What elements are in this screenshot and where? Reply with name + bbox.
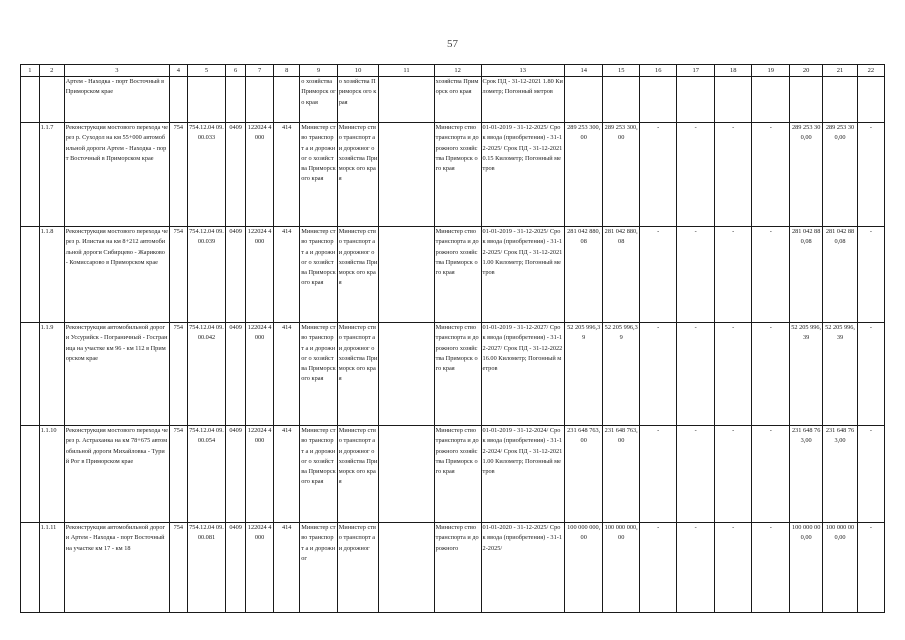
header-cell: 19 xyxy=(752,65,790,77)
cell-c4 xyxy=(170,77,188,123)
cell-c8: 414 xyxy=(274,123,300,227)
cell-c10: Министер ство транспорт а и дорожног о хозяйства Приморск ого края xyxy=(337,123,379,227)
cell-c8 xyxy=(274,77,300,123)
header-cell: 14 xyxy=(564,65,603,77)
table-row xyxy=(21,323,885,426)
header-cell: 8 xyxy=(274,65,300,77)
cell-c16: - xyxy=(639,227,677,323)
header-cell: 6 xyxy=(226,65,246,77)
cell-c6: 0409 xyxy=(226,123,246,227)
cell-c15: 100 000 000,00 xyxy=(603,523,639,613)
cell-c10: Министер ство транспорт а и дорожног о хозяйства Приморск ого края xyxy=(337,227,379,323)
cell-c22: - xyxy=(857,323,884,426)
cell-c12: Министер ство транспорта и дорожного хозяйства Приморск ого края xyxy=(434,323,481,426)
cell-c17: - xyxy=(677,523,715,613)
cell-c6: 0409 xyxy=(226,523,246,613)
cell-c14 xyxy=(564,77,603,123)
cell-c19: - xyxy=(752,426,790,523)
header-cell: 3 xyxy=(64,65,169,77)
page-number: 57 xyxy=(447,38,458,50)
cell-c6: 0409 xyxy=(226,323,246,426)
cell-c12: Министер ство транспорта и дорожного хозяйства Приморск ого края xyxy=(434,227,481,323)
cell-c10: Министер ство транспорт а и дорожног xyxy=(337,523,379,613)
header-cell: 17 xyxy=(677,65,715,77)
header-cell: 21 xyxy=(823,65,857,77)
cell-c12: Министер ство транспорта и дорожного хозяйства Приморск ого края xyxy=(434,123,481,227)
cell-c7: 122024 4000 xyxy=(246,227,274,323)
cell-c11 xyxy=(379,523,434,613)
cell-c19: - xyxy=(752,227,790,323)
cell-num: 1.1.10 xyxy=(39,426,64,523)
cell-num xyxy=(39,77,64,123)
table-row xyxy=(21,77,885,123)
cell-c14: 281 042 880,08 xyxy=(564,227,603,323)
header-cell: 5 xyxy=(187,65,226,77)
cell-c20: 52 205 996,39 xyxy=(790,323,823,426)
cell-c5: 754.12.04 09.00.042 xyxy=(187,323,226,426)
cell-c19 xyxy=(752,77,790,123)
cell-c16: - xyxy=(639,426,677,523)
row-index-cell xyxy=(21,323,40,426)
cell-c5 xyxy=(187,77,226,123)
header-cell: 18 xyxy=(714,65,752,77)
cell-num: 1.1.9 xyxy=(39,323,64,426)
cell-c11 xyxy=(379,426,434,523)
cell-c15: 52 205 996,39 xyxy=(603,323,639,426)
header-cell: 13 xyxy=(481,65,564,77)
header-cell: 2 xyxy=(39,65,64,77)
row-index-cell xyxy=(21,426,40,523)
cell-c22: - xyxy=(857,426,884,523)
cell-c13: 01-01-2019 - 31-12-2025/ Срок ввода (приобретения) - 31-12-2025/ Срок ПД - 31-12-2021 0.15 Километр; Погонный метров xyxy=(481,123,564,227)
cell-name: Артем - Находка - порт Восточный в Приморском крае xyxy=(64,77,169,123)
cell-c17 xyxy=(677,77,715,123)
cell-c22: - xyxy=(857,227,884,323)
cell-name: Реконструкция автомобильной дороги Уссурийск - Пограничный - Госграница на участке км 96 - км 112 в Приморском крае xyxy=(64,323,169,426)
cell-c9: Министер ство транспорт а и дорожног о хозяйства Приморск ого края xyxy=(300,323,338,426)
cell-c13: 01-01-2019 - 31-12-2027/ Срок ввода (приобретения) - 31-12-2027/ Срок ПД - 31-12-2022 16.00 Километр; Погонный метров xyxy=(481,323,564,426)
cell-c9: Министер ство транспорт а и дорожног о хозяйства Приморск ого края xyxy=(300,123,338,227)
cell-c16: - xyxy=(639,123,677,227)
cell-c22 xyxy=(857,77,884,123)
header-cell: 12 xyxy=(434,65,481,77)
cell-num: 1.1.7 xyxy=(39,123,64,227)
header-cell: 20 xyxy=(790,65,823,77)
cell-c20: 100 000 000,00 xyxy=(790,523,823,613)
cell-name: Реконструкция мостового перехода через р. Илистая на км 8+212 автомобильной дороги Сибирцево - Жариково - Комиссарово в Приморском крае xyxy=(64,227,169,323)
cell-c12: хозяйства Приморск ого края xyxy=(434,77,481,123)
header-cell: 16 xyxy=(639,65,677,77)
header-cell: 1 xyxy=(21,65,40,77)
cell-c7: 122024 4000 xyxy=(246,523,274,613)
cell-c15: 281 042 880,08 xyxy=(603,227,639,323)
cell-c9: Министер ство транспорт а и дорожног о хозяйства Приморск ого края xyxy=(300,426,338,523)
cell-c11 xyxy=(379,323,434,426)
table-row xyxy=(21,426,885,523)
cell-c4: 754 xyxy=(170,323,188,426)
cell-c18: - xyxy=(714,426,752,523)
cell-c10: Министер ство транспорт а и дорожног о хозяйства Приморск ого края xyxy=(337,323,379,426)
cell-c14: 231 648 763,00 xyxy=(564,426,603,523)
cell-c5: 754.12.04 09.00.081 xyxy=(187,523,226,613)
cell-c10: о хозяйства Приморск ого края xyxy=(337,77,379,123)
header-cell: 15 xyxy=(603,65,639,77)
cell-c16: - xyxy=(639,523,677,613)
cell-c7: 122024 4000 xyxy=(246,323,274,426)
row-index-cell xyxy=(21,123,40,227)
cell-c5: 754.12.04 09.00.039 xyxy=(187,227,226,323)
cell-c16: - xyxy=(639,323,677,426)
cell-c4: 754 xyxy=(170,227,188,323)
cell-num: 1.1.11 xyxy=(39,523,64,613)
cell-c15: 231 648 763,00 xyxy=(603,426,639,523)
cell-c4: 754 xyxy=(170,426,188,523)
cell-c18: - xyxy=(714,227,752,323)
cell-c13: Срок ПД - 31-12-2021 1.80 Километр; Погонный метров xyxy=(481,77,564,123)
cell-c17: - xyxy=(677,426,715,523)
header-cell: 22 xyxy=(857,65,884,77)
cell-c18: - xyxy=(714,123,752,227)
cell-c14: 289 253 300,00 xyxy=(564,123,603,227)
cell-c19: - xyxy=(752,123,790,227)
row-index-cell xyxy=(21,523,40,613)
cell-c17: - xyxy=(677,323,715,426)
cell-c21: 289 253 300,00 xyxy=(823,123,857,227)
cell-c10: Министер ство транспорт а и дорожног о хозяйства Приморск ого края xyxy=(337,426,379,523)
cell-c19: - xyxy=(752,523,790,613)
cell-c18 xyxy=(714,77,752,123)
cell-c7: 122024 4000 xyxy=(246,123,274,227)
cell-c6 xyxy=(226,77,246,123)
cell-c17: - xyxy=(677,227,715,323)
header-cell: 4 xyxy=(170,65,188,77)
cell-c11 xyxy=(379,77,434,123)
cell-c21: 281 042 880,08 xyxy=(823,227,857,323)
cell-c14: 100 000 000,00 xyxy=(564,523,603,613)
table-row xyxy=(21,523,885,613)
header-cell: 9 xyxy=(300,65,338,77)
cell-c13: 01-01-2019 - 31-12-2025/ Срок ввода (приобретения) - 31-12-2025/ Срок ПД - 31-12-2021 1.00 Километр; Погонный метров xyxy=(481,227,564,323)
cell-c17: - xyxy=(677,123,715,227)
cell-c9: Министер ство транспорт а и дорожног о хозяйства Приморск ого края xyxy=(300,227,338,323)
table-row xyxy=(21,123,885,227)
cell-c22: - xyxy=(857,123,884,227)
cell-c7: 122024 4000 xyxy=(246,426,274,523)
cell-c21 xyxy=(823,77,857,123)
cell-c6: 0409 xyxy=(226,227,246,323)
cell-name: Реконструкция мостового перехода через р. Суходол на км 55+000 автомобильной дороги Артем - Находка - порт Восточный в Приморском крае xyxy=(64,123,169,227)
row-index-cell xyxy=(21,77,40,123)
cell-c13: 01-01-2019 - 31-12-2024/ Срок ввода (приобретения) - 31-12-2024/ Срок ПД - 31-12-2021 1.00 Километр; Погонный метров xyxy=(481,426,564,523)
cell-c4: 754 xyxy=(170,123,188,227)
row-index-cell xyxy=(21,227,40,323)
cell-c18: - xyxy=(714,523,752,613)
header-cell: 7 xyxy=(246,65,274,77)
cell-c13: 01-01-2020 - 31-12-2025/ Срок ввода (приобретения) - 31-12-2025/ xyxy=(481,523,564,613)
cell-c8: 414 xyxy=(274,426,300,523)
cell-c9: о хозяйства Приморск ого края xyxy=(300,77,338,123)
cell-c22: - xyxy=(857,523,884,613)
cell-c5: 754.12.04 09.00.054 xyxy=(187,426,226,523)
investment-objects-table xyxy=(20,64,885,613)
cell-c15: 289 253 300,00 xyxy=(603,123,639,227)
cell-name: Реконструкция автомобильной дороги Артем - Находка - порт Восточный на участке км 17 - км 18 xyxy=(64,523,169,613)
cell-c15 xyxy=(603,77,639,123)
cell-c21: 52 205 996,39 xyxy=(823,323,857,426)
cell-c6: 0409 xyxy=(226,426,246,523)
cell-name: Реконструкция мостового перехода через р. Астраханка на км 78+675 автомобильной дороги Михайловка - Турий Рог в Приморском крае xyxy=(64,426,169,523)
cell-c20: 231 648 763,00 xyxy=(790,426,823,523)
cell-c4: 754 xyxy=(170,523,188,613)
header-cell: 10 xyxy=(337,65,379,77)
cell-c21: 100 000 000,00 xyxy=(823,523,857,613)
cell-c8: 414 xyxy=(274,323,300,426)
cell-c20: 289 253 300,00 xyxy=(790,123,823,227)
header-cell: 11 xyxy=(379,65,434,77)
cell-c11 xyxy=(379,227,434,323)
cell-c12: Министер ство транспорта и дорожного хозяйства Приморск ого края xyxy=(434,426,481,523)
cell-c20 xyxy=(790,77,823,123)
cell-c11 xyxy=(379,123,434,227)
cell-c8: 414 xyxy=(274,523,300,613)
header-row xyxy=(21,65,885,77)
cell-c14: 52 205 996,39 xyxy=(564,323,603,426)
cell-c7 xyxy=(246,77,274,123)
cell-c16 xyxy=(639,77,677,123)
cell-c19: - xyxy=(752,323,790,426)
cell-c18: - xyxy=(714,323,752,426)
cell-c21: 231 648 763,00 xyxy=(823,426,857,523)
cell-c20: 281 042 880,08 xyxy=(790,227,823,323)
cell-c8: 414 xyxy=(274,227,300,323)
cell-num: 1.1.8 xyxy=(39,227,64,323)
cell-c5: 754.12.04 09.00.033 xyxy=(187,123,226,227)
table-row xyxy=(21,227,885,323)
cell-c12: Министер ство транспорта и дорожного xyxy=(434,523,481,613)
cell-c9: Министер ство транспорт а и дорожног xyxy=(300,523,338,613)
